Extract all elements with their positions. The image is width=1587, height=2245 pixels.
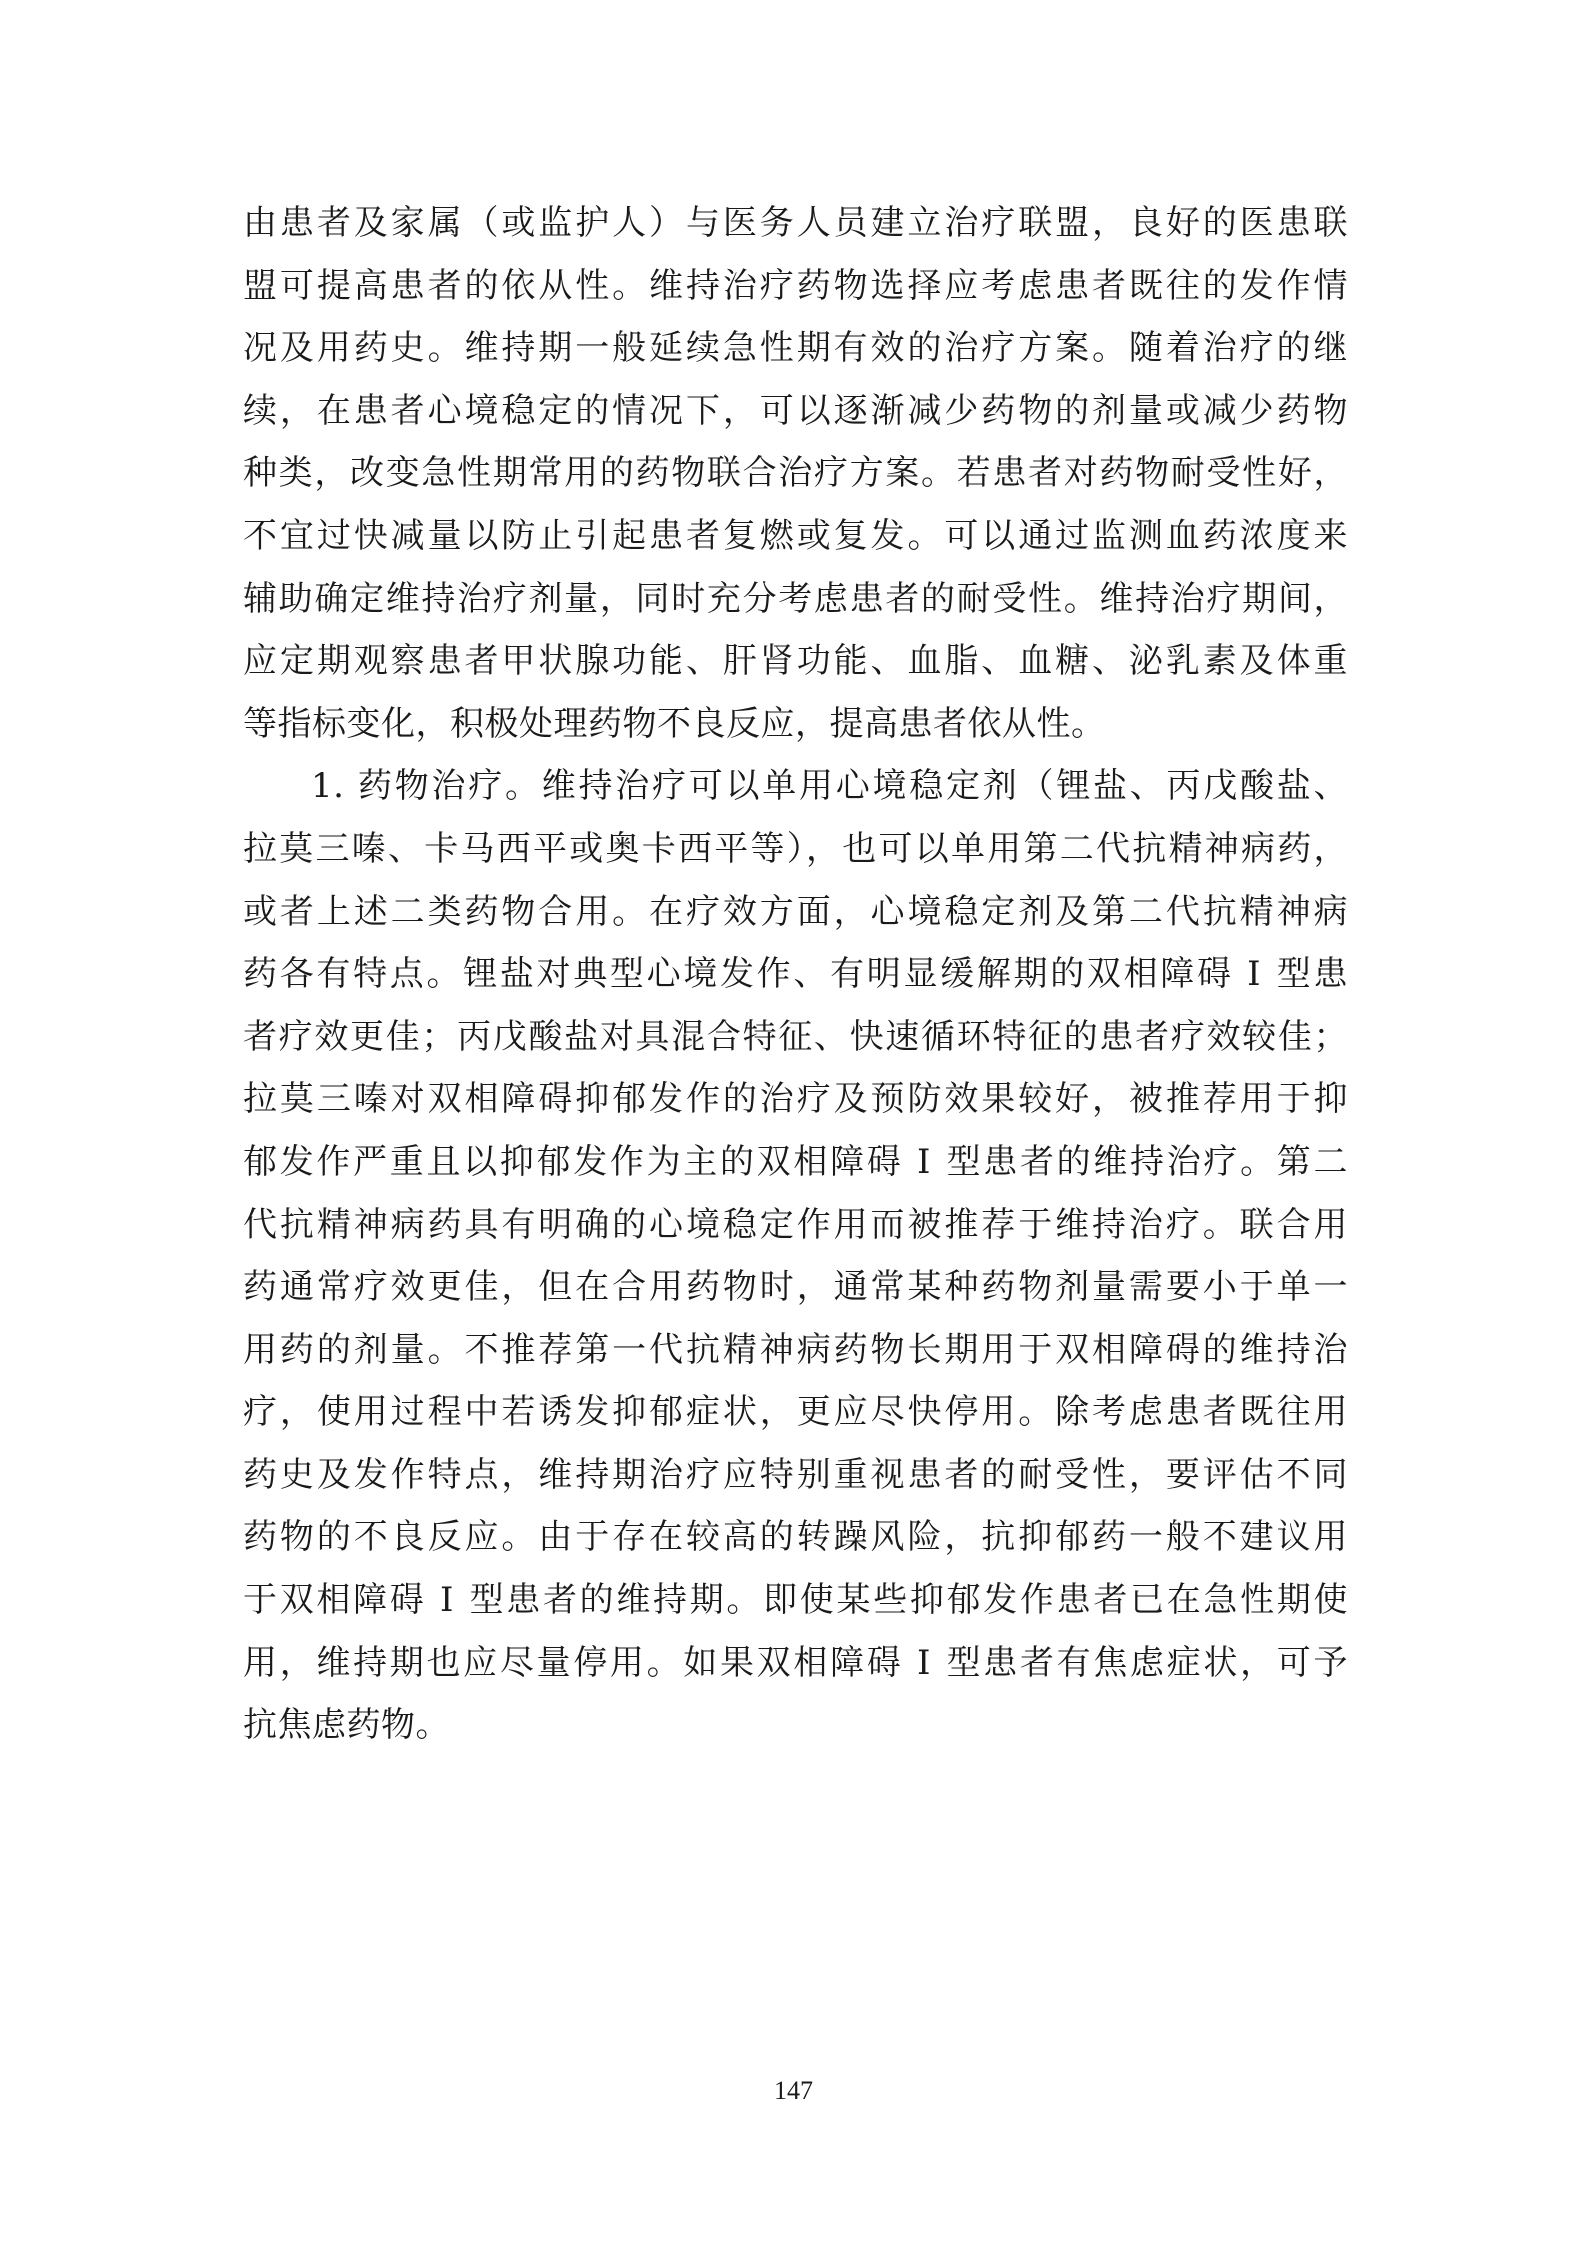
paragraph-2-line-16: 抗焦虑药物。 (243, 1705, 450, 1746)
paragraph-2-line-14: 于双相障碍 Ⅰ 型患者的维持期。即使某些抑郁发作患者已在急性期使 (243, 1580, 1348, 1621)
paragraph-2-line-3: 或者上述二类药物合用。在疗效方面，心境稳定剂及第二代抗精神病 (243, 891, 1348, 932)
paragraph-1-line-6: 不宜过快减量以防止引起患者复燃或复发。可以通过监测血药浓度来 (243, 515, 1348, 556)
page-number: 147 (774, 2076, 813, 2105)
paragraph-2-line-13: 药物的不良反应。由于存在较高的转躁风险，抗抑郁药一般不建议用 (243, 1517, 1348, 1558)
paragraph-2-line-10: 用药的剂量。不推荐第一代抗精神病药物长期用于双相障碍的维持治 (243, 1329, 1348, 1370)
paragraph-2-line-5: 者疗效更佳；丙戊酸盐对具混合特征、快速循环特征的患者疗效较佳； (243, 1016, 1348, 1057)
paragraph-2-line-1: 1. 药物治疗。维持治疗可以单用心境稳定剂（锂盐、丙戊酸盐、 (311, 766, 1348, 807)
paragraph-1-line-1: 由患者及家属（或监护人）与医务人员建立治疗联盟，良好的医患联 (243, 203, 1348, 243)
paragraph-1-line-3: 况及用药史。维持期一般延续急性期有效的治疗方案。随着治疗的继 (243, 328, 1348, 369)
paragraph-2-line-12: 药史及发作特点，维持期治疗应特别重视患者的耐受性，要评估不同 (243, 1454, 1348, 1495)
paragraph-1-line-2: 盟可提高患者的依从性。维持治疗药物选择应考虑患者既往的发作情 (243, 265, 1348, 306)
paragraph-2-line-7: 郁发作严重且以抑郁发作为主的双相障碍 Ⅰ 型患者的维持治疗。第二 (243, 1141, 1348, 1182)
paragraph-1-line-9: 等指标变化，积极处理药物不良反应，提高患者依从性。 (243, 703, 1106, 744)
paragraph-2-line-4: 药各有特点。锂盐对典型心境发作、有明显缓解期的双相障碍 Ⅰ 型患 (243, 954, 1348, 995)
paragraph-1-line-4: 续，在患者心境稳定的情况下，可以逐渐减少药物的剂量或减少药物 (243, 390, 1348, 431)
paragraph-2-line-2: 拉莫三嗪、卡马西平或奥卡西平等），也可以单用第二代抗精神病药， (243, 828, 1348, 869)
paragraph-2-line-15: 用，维持期也应尽量停用。如果双相障碍 Ⅰ 型患者有焦虑症状，可予 (243, 1642, 1348, 1683)
paragraph-1-line-8: 应定期观察患者甲状腺功能、肝肾功能、血脂、血糖、泌乳素及体重 (243, 641, 1348, 682)
paragraph-1-line-5: 种类，改变急性期常用的药物联合治疗方案。若患者对药物耐受性好， (243, 453, 1348, 494)
paragraph-2-line-11: 疗，使用过程中若诱发抑郁症状，更应尽快停用。除考虑患者既往用 (243, 1392, 1348, 1433)
paragraph-1-line-7: 辅助确定维持治疗剂量，同时充分考虑患者的耐受性。维持治疗期间， (243, 578, 1348, 619)
paragraph-2-line-6: 拉莫三嗪对双相障碍抑郁发作的治疗及预防效果较好，被推荐用于抑 (243, 1079, 1348, 1120)
body-text (243, 192, 1348, 1757)
paragraph-2-line-9: 药通常疗效更佳，但在合用药物时，通常某种药物剂量需要小于单一 (243, 1267, 1348, 1308)
paragraph-2-line-8: 代抗精神病药具有明确的心境稳定作用而被推荐于维持治疗。联合用 (243, 1204, 1348, 1245)
